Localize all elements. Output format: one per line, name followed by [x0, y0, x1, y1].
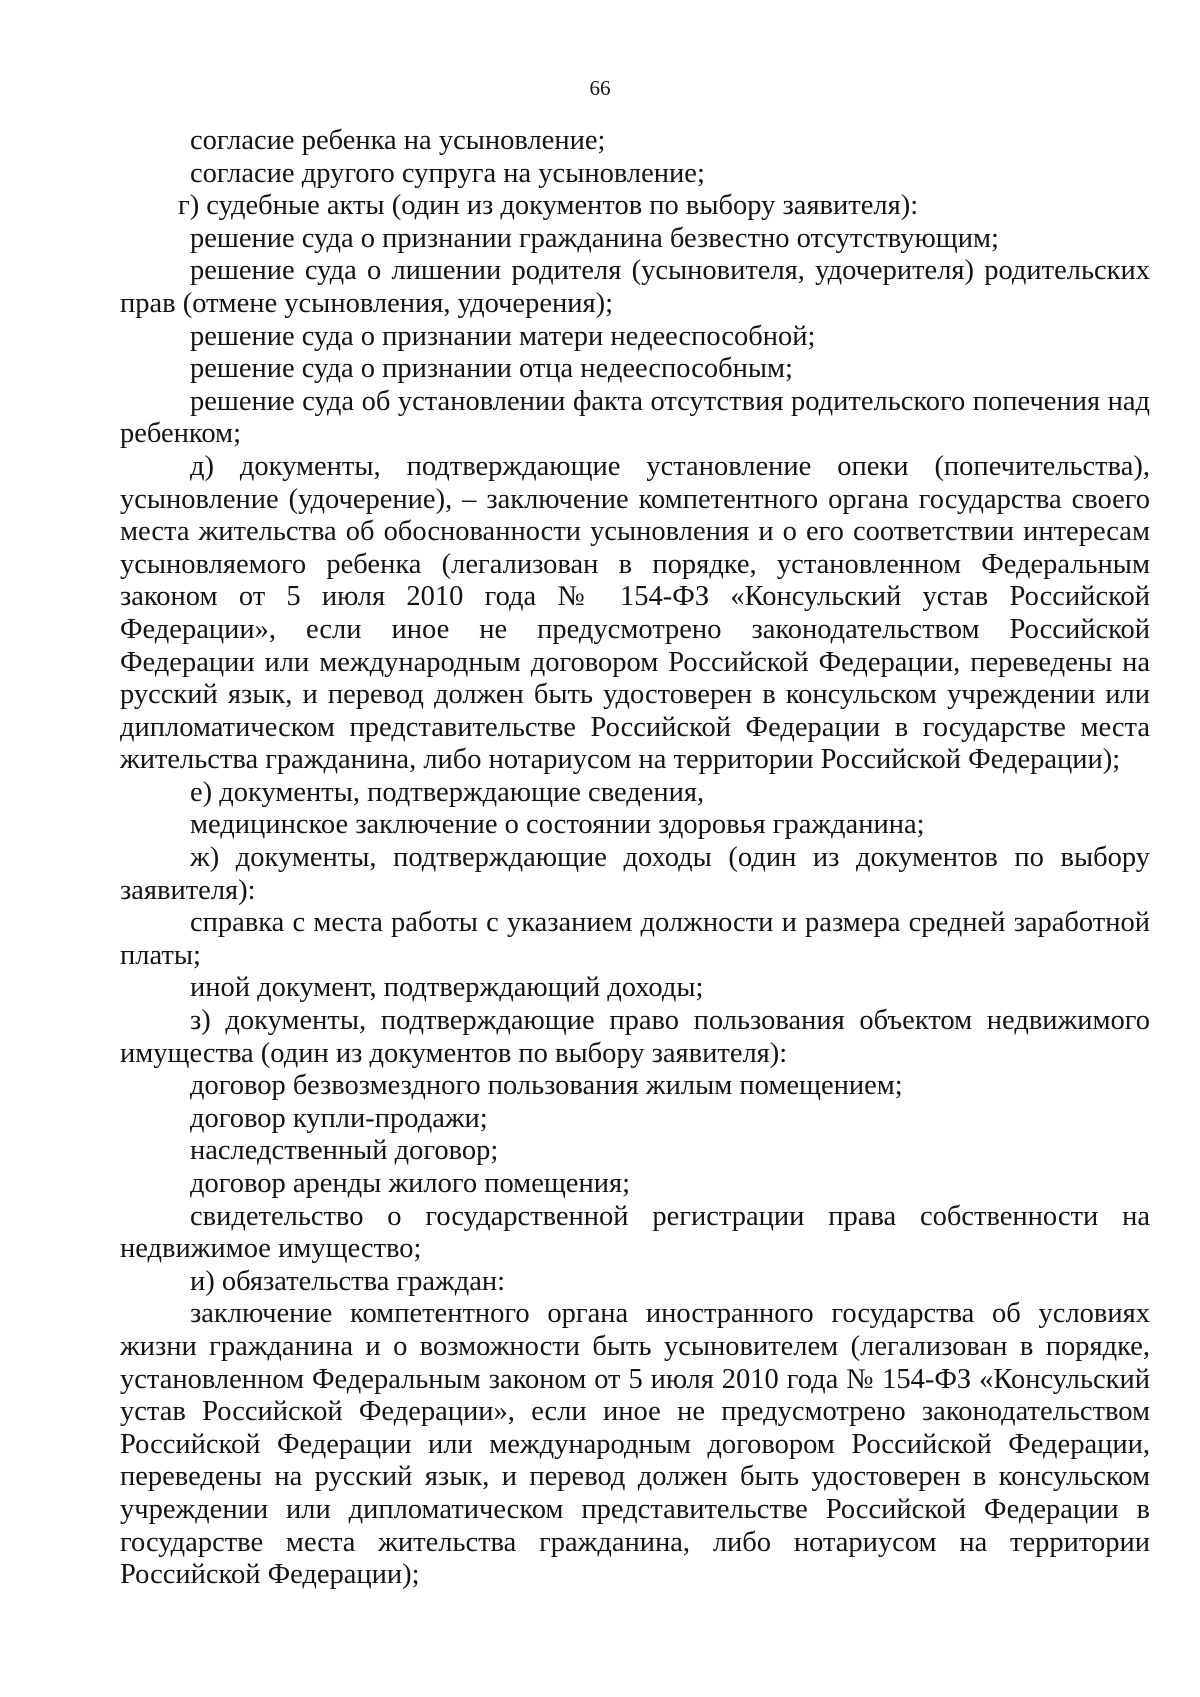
- paragraph-17: договор купли-продажи;: [190, 1102, 488, 1134]
- paragraph-4: решение суда о признании гражданина безвестно отсутствующим;: [190, 222, 999, 254]
- paragraph-21: и) обязательства граждан:: [190, 1265, 506, 1297]
- paragraph-6: решение суда о признании матери недееспособной;: [190, 320, 816, 352]
- paragraph-15: з) документы, подтверждающие право пользования объектом недвижимого имущества (один из документов по выбору заявителя):: [120, 1005, 1150, 1069]
- paragraph-19: договор аренды жилого помещения;: [190, 1168, 630, 1199]
- paragraph-10: е) документы, подтверждающие сведения,: [190, 776, 705, 808]
- paragraph-3: г) судебные акты (один из документов по выбору заявителя):: [178, 190, 919, 222]
- paragraph-2: согласие другого супруга на усыновление;: [190, 157, 705, 189]
- page-number: 66: [589, 76, 611, 100]
- paragraph-7: решение суда о признании отца недееспособным;: [190, 353, 793, 385]
- paragraph-13: справка с места работы с указанием должности и размера средней заработной платы;: [120, 907, 1150, 971]
- paragraph-22: заключение компетентного органа иностранного государства об условиях жизни гражданина и о возможности быть усыновителем (легализован в порядке, установленном Федеральным законом от 5 июля 2010 года № 154-ФЗ «Консульский устав Российской Федерации», если иное не предусмотрено законодательством Российской Федерации или международным договором Российской Федерации, переведены на русский язык, и перевод должен быть удостоверен в консульском учреждении или дипломатическом представительстве Российской Федерации в государстве места жительства гражданина, либо нотариусом на территории Российской Федерации);: [120, 1298, 1150, 1591]
- paragraph-18: наследственный договор;: [190, 1135, 499, 1167]
- paragraph-9: д) документы, подтверждающие установление опеки (попечительства), усыновление (удочерение), – заключение компетентного органа государства своего места жительства об обоснованности усыновления и о его соответствии интересам усыновляемого ребенка (легализован в порядке, установленном Федеральным законом от 5 июля 2010 года № 154-ФЗ «Консульский устав Российской Федерации», если иное не предусмотрено законодательством Российской Федерации или международным договором Российской Федерации, переведены на русский язык, и перевод должен быть удостоверен в консульском учреждении или дипломатическом представительстве Российской Федерации в государстве места жительства гражданина, либо нотариусом на территории Российской Федерации);: [120, 450, 1150, 776]
- paragraph-12: ж) документы, подтверждающие доходы (один из документов по выбору заявителя):: [120, 842, 1150, 906]
- paragraph-14: иной документ, подтверждающий доходы;: [190, 972, 704, 1004]
- paragraph-5: решение суда о лишении родителя (усыновителя, удочерителя) родительских прав (отмене усыновления, удочерения);: [120, 255, 1150, 319]
- paragraph-1: согласие ребенка на усыновление;: [190, 125, 606, 156]
- paragraph-16: договор безвозмездного пользования жилым помещением;: [190, 1070, 903, 1102]
- paragraph-20: свидетельство о государственной регистрации права собственности на недвижимое имущество;: [120, 1200, 1150, 1265]
- paragraph-11: медицинское заключение о состоянии здоровья гражданина;: [190, 809, 925, 841]
- paragraph-8: решение суда об установлении факта отсутствия родительского попечения над ребенком;: [120, 385, 1150, 450]
- document-body: [120, 125, 1150, 1592]
